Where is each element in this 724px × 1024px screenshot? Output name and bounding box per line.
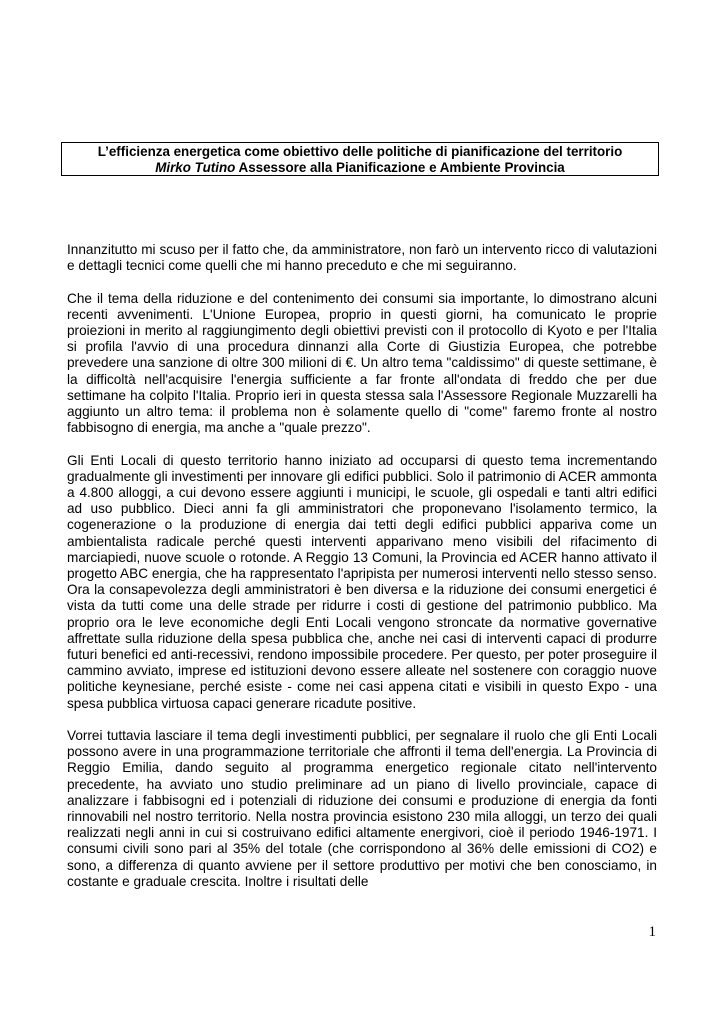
title-box (61, 142, 659, 176)
paragraph: Vorrei tuttavia lasciare il tema degli investimenti pubblici, per segnalare il ruolo che gli Enti Locali possono avere in una programmazione territoriale che affronti il tema dell'energia. La Provincia di Reggio Emilia, dando seguito al programma energetico regionale citato nell'intervento precedente, ha avviato uno studio preliminare ad un piano di livello provinciale, capace di analizzare i fabbisogni ed i potenziali di riduzione dei consumi e produzione di energia da fonti rinnovabili nel nostro territorio. Nella nostra provincia esistono 230 mila alloggi, un terzo dei quali realizzati negli anni in cui si costruivano edifici altamente energivori, cioè il periodo 1946-1971. I consumi civili sono pari al 35% del totale (che corrispondono al 36% delle emissioni di CO2) e sono, a differenza di quanto avviene per il settore produttivo per motivi che ben conosciamo, in costante e graduale crescita. Inoltre i risultati delle (67, 728, 657, 889)
author-line (62, 160, 658, 176)
author-name: Mirko Tutino (155, 160, 236, 175)
author-role: Assessore alla Pianificazione e Ambiente Provincia (235, 160, 565, 175)
paragraph: Che il tema della riduzione e del contenimento dei consumi sia importante, lo dimostrano alcuni recenti avvenimenti. L'Unione Europea, proprio in questi giorni, ha comunicato le proprie proiezioni in merito al raggiungimento degli obiettivi previsti con il protocollo di Kyoto e per l'Italia si profila l'avvio di una procedura dinnanzi alla Corte di Giustizia Europea, che potrebbe prevedere una sanzione di oltre 300 milioni di €. Un altro tema "caldissimo" di queste settimane, è la difficoltà nell'acquisire l'energia sufficiente a far fronte all'ondata di freddo che per due settimane ha colpito l'Italia. Proprio ieri in questa stessa sala l'Assessore Regionale Muzzarelli ha aggiunto un altro tema: il problema non è solamente quello di "come" faremo fronte al nostro fabbisogno di energia, ma anche a "quale prezzo". (67, 290, 657, 436)
paragraph: Innanzitutto mi scuso per il fatto che, da amministratore, non farò un intervento ricco di valutazioni e dettagli tecnici come quelli che mi hanno preceduto e che mi seguiranno. (67, 242, 657, 274)
page-number: 1 (648, 924, 656, 940)
document-title: L’efficienza energetica come obiettivo delle politiche di pianificazione del territorio (97, 144, 623, 159)
paragraph: Gli Enti Locali di questo territorio hanno iniziato ad occuparsi di questo tema incrementando gradualmente gli investimenti per innovare gli edifici pubblici. Solo il patrimonio di ACER ammonta a 4.800 alloggi, a cui devono essere aggiunti i municipi, le scuole, gli ospedali e tanti altri edifici ad uso pubblico. Dieci anni fa gli amministratori che proponevano l'isolamento termico, la cogenerazione o la produzione di energia dai tetti degli edifici pubblici appariva come un ambientalista radicale perché questi interventi apparivano meno visibili del rifacimento di marciapiedi, nuove scuole o rotonde. A Reggio 13 Comuni, la Provincia ed ACER hanno attivato il progetto ABC energia, che ha rappresentato l'apripista per numerosi interventi nello stesso senso. Ora la consapevolezza degli amministratori è ben diversa e la riduzione dei consumi energetici é vista da tutti come una delle strade per ridurre i costi di gestione del patrimonio pubblico. Ma proprio ora le leve economiche degli Enti Locali vengono stroncate da normative governative affrettate sulla riduzione della spesa pubblica che, anche nei casi di interventi capaci di produrre futuri benefici ed anti-recessivi, rendono impossibile procedere. Per questo, per poter proseguire il cammino avviato, imprese ed istituzioni devono essere alleate nel sostenere con coraggio nuove politiche keynesiane, perché esiste - come nei casi appena citati e visibili in questo Expo - una spesa pubblica virtuosa capaci generare ricadute positive. (67, 452, 657, 711)
body-text (67, 242, 657, 906)
